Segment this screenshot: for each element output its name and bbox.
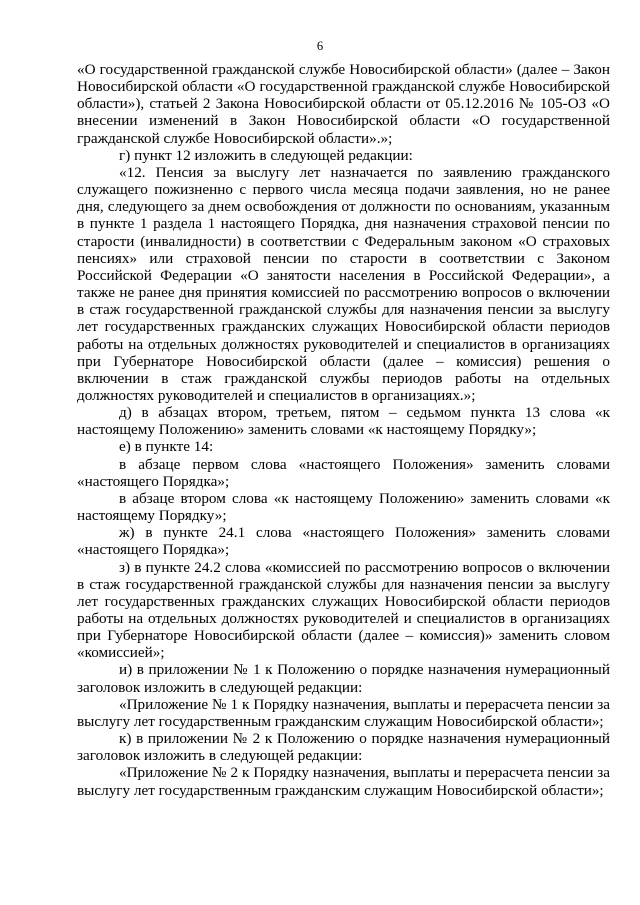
paragraph-item-d: д) в абзацах втором, третьем, пятом – седьмом пункта 13 слова «к настоящему Положению» заменить словами «к настоящему Порядку»;	[77, 404, 610, 439]
paragraph-item-g: г) пункт 12 изложить в следующей редакции:	[119, 146, 413, 164]
paragraph-item-i-quote: «Приложение № 1 к Порядку назначения, выплаты и перерасчета пенсии за выслугу лет государственным гражданским служащим Новосибирской области»;	[77, 695, 610, 730]
paragraph-item-z: з) в пункте 24.2 слова «комиссией по рассмотрению вопросов о включении в стаж государственной гражданской службы для назначения пенсии за выслугу лет государственных гражданских служащих Новосибирской области периодов работы на отдельных должностях руководителей и специалистов в организациях при Губернаторе Новосибирской области (далее – комиссия)» заменить словом «комиссией»;	[77, 558, 610, 662]
document-body	[77, 61, 610, 799]
paragraph-clause-12: «12. Пенсия за выслугу лет назначается по заявлению гражданского служащего пожизненно с первого числа месяца подачи заявления, но не ранее дня, следующего за днем освобождения от должности по основаниям, указанным в пункте 1 раздела 1 настоящего Порядка, дня назначения страховой пенсии по старости (инвалидности) в соответствии с Федеральным законом «О страховых пенсиях» или страховой пенсии по старости в соответствии с Законом Российской Федерации «О занятости населения в Российской Федерации», а также не ранее дня принятия комиссией по рассмотрению вопросов о включении в стаж государственной гражданской службы для назначения пенсии за выслугу лет государственных гражданских служащих Новосибирской области периодов работы на отдельных должностях руководителей и специалистов в организациях при Губернаторе Новосибирской области (далее – комиссия) решения о включении в стаж гражданской службы периодов работы на отдельных должностях руководителей и специалистов в организациях.»;	[77, 163, 610, 404]
paragraph-item-zh: ж) в пункте 24.1 слова «настоящего Положения» заменить словами «настоящего Порядка»;	[77, 524, 610, 559]
page-number: 6	[316, 39, 324, 53]
paragraph-item-k: к) в приложении № 2 к Положению о порядке назначения нумерационный заголовок изложить в следующей редакции:	[77, 730, 610, 765]
paragraph-item-e: е) в пункте 14:	[119, 438, 214, 456]
paragraph-item-e-first: в абзаце первом слова «настоящего Положения» заменить словами «настоящего Порядка»;	[77, 455, 610, 490]
paragraph-item-i: и) в приложении № 1 к Положению о порядке назначения нумерационный заголовок изложить в следующей редакции:	[77, 661, 610, 696]
paragraph-continuation: «О государственной гражданской службе Новосибирской области» (далее – Закон Новосибирской области «О государственной гражданской службе Новосибирской области»), статьей 2 Закона Новосибирской области от 05.12.2016 № 105-ОЗ «О внесении изменений в Закон Новосибирской области «О государственной гражданской службе Новосибирской области».»;	[77, 61, 610, 147]
paragraph-item-k-quote: «Приложение № 2 к Порядку назначения, выплаты и перерасчета пенсии за выслугу лет государственным гражданским служащим Новосибирской области»;	[77, 764, 610, 799]
paragraph-item-e-second: в абзаце втором слова «к настоящему Положению» заменить словами «к настоящему Порядку»;	[77, 489, 610, 525]
